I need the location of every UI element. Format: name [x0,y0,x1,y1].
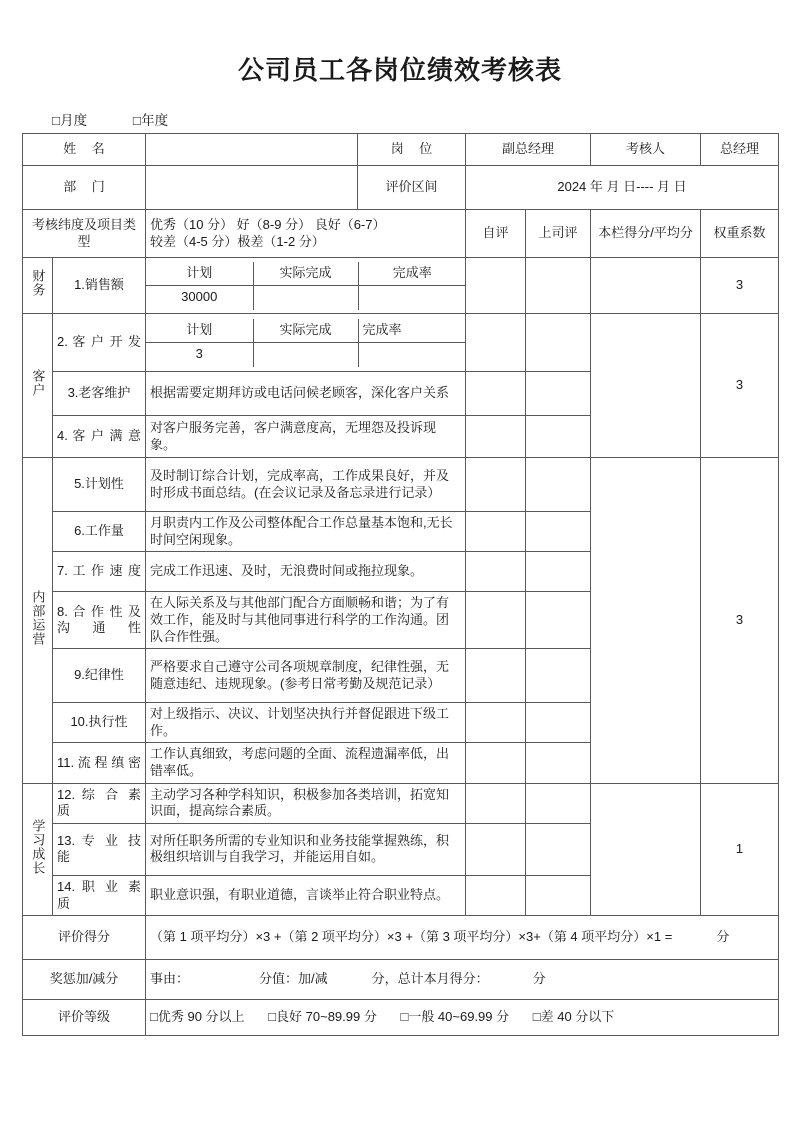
table-row [23,783,779,823]
period-range-value[interactable]: 2024 年 月 日---- 月 日 [466,166,779,210]
item-name: 6.工作量 [53,512,146,552]
supervisor-score-cell[interactable] [526,703,591,743]
name-label: 姓 名 [23,134,146,166]
subheader-plan: 计划 [146,262,253,286]
reward-reason-label: 事由： [150,971,190,987]
self-score-cell[interactable] [466,823,526,875]
grade-option-average[interactable]: □一般 40~69.99 分 [400,1009,510,1025]
score-formula [146,916,779,960]
self-score-cell[interactable] [466,743,526,783]
self-score-cell[interactable] [466,258,526,314]
item-name: 9.纪律性 [53,649,146,703]
formula-unit: 分 [716,929,730,945]
self-score-cell[interactable] [466,416,526,458]
grade-label: 评价等级 [23,1000,146,1036]
position-value[interactable]: 副总经理 [466,134,591,166]
table-header-row [23,210,779,258]
self-score-cell[interactable] [466,458,526,512]
item-name: 1.销售额 [53,258,146,314]
item-name: 11. 流 程 缜 密 [53,743,146,783]
item-description: 完成工作迅速、及时，无浪费时间或拖拉现象。 [146,552,466,592]
scale-line-1: 优秀（10 分） 好（8-9 分） 良好（6-7） [150,216,386,232]
score-label: 评价得分 [23,916,146,960]
weight-value: 3 [701,458,779,784]
period-option-monthly[interactable]: □月度 [52,113,88,128]
category-label-customer: 客户 [23,314,53,458]
assessor-label: 考核人 [591,134,701,166]
item-name: 7. 工 作 速 度 [53,552,146,592]
section-score-cell[interactable] [591,458,701,784]
supervisor-score-cell[interactable] [526,592,591,649]
item-description: 对客户服务完善，客户满意度高，无埋怨及投诉现象。 [146,416,466,458]
actual-value[interactable] [253,343,358,367]
metric-subtable-customer-dev [146,314,466,372]
item-name: 8. 合 作 性 及 沟 通 性 [53,592,146,649]
identity-row-dept [23,166,779,210]
supervisor-score-cell[interactable] [526,743,591,783]
category-label-internal-ops: 内部运营 [23,458,53,784]
item-description: 对上级指示、决议、计划坚决执行并督促跟进下级工作。 [146,703,466,743]
supervisor-score-cell[interactable] [526,552,591,592]
item-name: 3.老客维护 [53,372,146,416]
header-supervisor-score: 上司评 [526,210,591,258]
rate-value[interactable] [358,343,466,367]
supervisor-score-cell[interactable] [526,783,591,823]
reward-unit-label: 分，总计本月得分： [371,971,489,987]
score-formula-row [23,916,779,960]
rate-value[interactable] [358,286,466,310]
section-score-cell[interactable] [591,258,701,314]
supervisor-score-cell[interactable] [526,512,591,552]
scale-line-2: 较差（4-5 分）极差（1-2 分） [150,233,325,249]
supervisor-score-cell[interactable] [526,372,591,416]
self-score-cell[interactable] [466,875,526,915]
item-name: 10.执行性 [53,703,146,743]
item-description: 严格要求自己遵守公司各项规章制度，纪律性强，无随意违纪、违规现象。(参考日常考勤及规范记录） [146,649,466,703]
subheader-rate: 完成率 [358,319,466,343]
item-name: 2. 客 户 开 发 [53,314,146,372]
dept-value-field[interactable] [146,166,358,210]
category-label-learning-growth: 学习成长 [23,783,53,916]
period-range-label: 评价区间 [358,166,466,210]
header-section-score: 本栏得分/平均分 [591,210,701,258]
supervisor-score-cell[interactable] [526,875,591,915]
position-label: 岗 位 [358,134,466,166]
section-score-cell[interactable] [591,314,701,458]
item-description: 主动学习各种学科知识，积极参加各类培训，拓宽知识面，提高综合素质。 [146,783,466,823]
header-self-score: 自评 [466,210,526,258]
item-description: 职业意识强，有职业道德，言谈举止符合职业特点。 [146,875,466,915]
self-score-cell[interactable] [466,372,526,416]
period-checkbox-row [22,109,778,133]
header-rating-scale [146,210,466,258]
grade-option-poor[interactable]: □差 40 分以下 [532,1009,615,1025]
item-description: 及时制订综合计划，完成率高，工作成果良好，并及时形成书面总结。(在会议记录及备忘录进行记录） [146,458,466,512]
table-row [23,458,779,512]
item-description: 工作认真细致，考虑问题的全面、流程遗漏率低，出错率低。 [146,743,466,783]
self-score-cell[interactable] [466,512,526,552]
item-description: 对所任职务所需的专业知识和业务技能掌握熟练，积极组织培训与自我学习，并能运用自如。 [146,823,466,875]
self-score-cell[interactable] [466,552,526,592]
self-score-cell[interactable] [466,592,526,649]
self-score-cell[interactable] [466,783,526,823]
item-name: 14. 职 业 素 质 [53,875,146,915]
item-name: 12. 综 合 素 质 [53,783,146,823]
subheader-plan: 计划 [146,319,253,343]
subheader-actual: 实际完成 [253,319,358,343]
category-label-finance: 财务 [23,258,53,314]
grade-option-good[interactable]: □良好 70~89.99 分 [268,1009,377,1025]
supervisor-score-cell[interactable] [526,416,591,458]
weight-value: 3 [701,258,779,314]
weight-value: 3 [701,314,779,458]
supervisor-score-cell[interactable] [526,458,591,512]
identity-row-name [23,134,779,166]
section-score-cell[interactable] [591,783,701,916]
assessor-value[interactable]: 总经理 [701,134,779,166]
actual-value[interactable] [253,286,358,310]
name-value-field[interactable] [146,134,358,166]
subheader-actual: 实际完成 [253,262,358,286]
item-name: 4. 客 户 满 意 [53,416,146,458]
supervisor-score-cell[interactable] [526,258,591,314]
self-score-cell[interactable] [466,314,526,372]
item-description: 在人际关系及与其他部门配合方面顺畅和谐；为了有效工作，能及时与其他同事进行科学的工作沟通。团队合作性强。 [146,592,466,649]
item-name: 5.计划性 [53,458,146,512]
reward-fields [146,960,779,1000]
reward-amount-blank[interactable] [328,971,372,986]
subheader-rate: 完成率 [358,262,466,286]
header-weight: 权重系数 [701,210,779,258]
self-score-cell[interactable] [466,703,526,743]
plan-value[interactable]: 30000 [146,286,253,310]
evaluation-form-table [22,133,779,1036]
period-option-yearly[interactable]: □年度 [132,113,169,128]
page-title: 公司员工各岗位绩效考核表 [237,55,562,85]
header-dimension: 考核纬度及项目类型 [23,210,146,258]
metric-subtable-sales [146,258,466,314]
reward-label: 奖惩加/减分 [23,960,146,1000]
grade-option-excellent[interactable]: □优秀 90 分以上 [150,1009,245,1025]
table-row [23,314,779,372]
dept-label: 部 门 [23,166,146,210]
reward-unit2-label: 分 [532,971,546,987]
formula-text: （第 1 项平均分）×3 +（第 2 项平均分）×3 +（第 3 项平均分）×3+（第 4 项平均分）×1 = [150,929,673,945]
supervisor-score-cell[interactable] [526,649,591,703]
grade-row [23,1000,779,1036]
weight-value: 1 [701,783,779,916]
table-row [23,258,779,314]
grade-options [146,1000,779,1036]
supervisor-score-cell[interactable] [526,823,591,875]
item-description: 根据需要定期拜访或电话问候老顾客，深化客户关系 [146,372,466,416]
reward-value-label: 分值：加/减 [259,971,328,987]
supervisor-score-cell[interactable] [526,314,591,372]
plan-value[interactable]: 3 [146,343,253,367]
monthly-total-blank[interactable] [489,971,533,986]
reward-penalty-row [23,960,779,1000]
score-blank[interactable] [672,929,716,944]
item-description: 月职责内工作及公司整体配合工作总量基本饱和,无长时间空闲现象。 [146,512,466,552]
self-score-cell[interactable] [466,649,526,703]
item-name: 13. 专 业 技 能 [53,823,146,875]
